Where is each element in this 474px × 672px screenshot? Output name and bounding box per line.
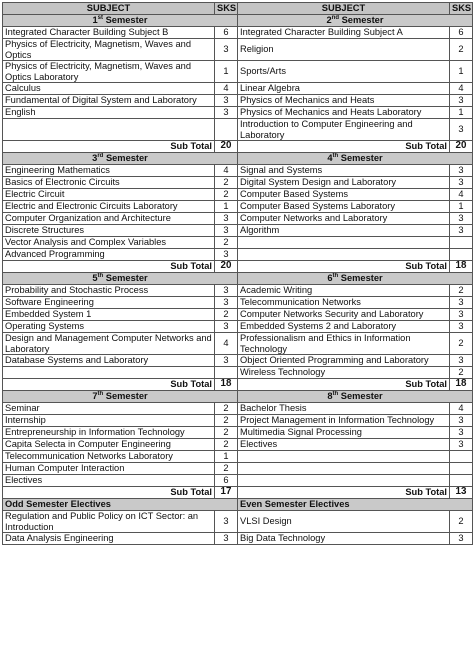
semester-ordinal: th [97, 273, 104, 280]
course-sks [450, 475, 473, 487]
semester-number: 4 [327, 153, 333, 164]
course-name: Electric and Electronic Circuits Laboratory [3, 201, 215, 213]
subtotal-value: 20 [215, 141, 238, 153]
curriculum-table [2, 2, 473, 545]
semester-ordinal: th [97, 391, 104, 398]
subject-header-left: SUBJECT [3, 3, 215, 15]
course-sks [450, 249, 473, 261]
course-sks: 4 [450, 189, 473, 201]
subtotal-row [3, 379, 473, 391]
table-row [3, 213, 473, 225]
course-name [3, 119, 215, 141]
subtotal-value: 20 [215, 261, 238, 273]
course-name: Computer Based Systems [238, 189, 450, 201]
semester-ordinal: rd [97, 153, 104, 160]
course-sks: 4 [450, 403, 473, 415]
table-row [3, 39, 473, 61]
elective-sks: 3 [215, 511, 238, 533]
table-row [3, 177, 473, 189]
course-sks: 4 [215, 333, 238, 355]
course-sks: 1 [215, 201, 238, 213]
table-row [3, 463, 473, 475]
table-row [3, 511, 473, 533]
course-name: Bachelor Thesis [238, 403, 450, 415]
course-sks: 1 [450, 201, 473, 213]
subtotal-label: Sub Total [238, 261, 450, 273]
table-row [3, 427, 473, 439]
course-sks: 3 [215, 213, 238, 225]
course-name [238, 249, 450, 261]
semester-word: Semester [340, 391, 383, 402]
course-sks: 3 [450, 309, 473, 321]
course-name: Internship [3, 415, 215, 427]
course-name: Digital System Design and Laboratory [238, 177, 450, 189]
subtotal-row [3, 141, 473, 153]
course-name [238, 451, 450, 463]
elective-name: Big Data Technology [238, 533, 450, 545]
table-row [3, 355, 473, 367]
course-name: Entrepreneurship in Information Technology [3, 427, 215, 439]
subtotal-value: 18 [215, 379, 238, 391]
elective-name: Regulation and Public Policy on ICT Sector: an Introduction [3, 511, 215, 533]
table-row [3, 321, 473, 333]
course-name: Probability and Stochastic Process [3, 285, 215, 297]
subtotal-label: Sub Total [3, 487, 215, 499]
subtotal-row [3, 487, 473, 499]
table-row [3, 533, 473, 545]
course-name: Physics of Electricity, Magnetism, Waves and Optics Laboratory [3, 61, 215, 83]
course-sks: 3 [450, 297, 473, 309]
course-name [238, 237, 450, 249]
course-name: Signal and Systems [238, 165, 450, 177]
course-sks: 1 [450, 107, 473, 119]
subtotal-value: 18 [450, 261, 473, 273]
subtotal-value: 20 [450, 141, 473, 153]
course-name [3, 367, 215, 379]
course-name: Design and Management Computer Networks and Laboratory [3, 333, 215, 355]
subtotal-label: Sub Total [3, 141, 215, 153]
table-row [3, 119, 473, 141]
course-name: Human Computer Interaction [3, 463, 215, 475]
course-name: Vector Analysis and Complex Variables [3, 237, 215, 249]
course-name: Physics of Electricity, Magnetism, Waves and Optics [3, 39, 215, 61]
table-row [3, 249, 473, 261]
semester-word: Semester [105, 15, 148, 26]
table-row [3, 201, 473, 213]
course-sks: 2 [215, 309, 238, 321]
semester-header-row [3, 391, 473, 403]
course-name: Integrated Character Building Subject A [238, 27, 450, 39]
table-row [3, 107, 473, 119]
course-sks: 2 [215, 403, 238, 415]
course-name: Advanced Programming [3, 249, 215, 261]
course-sks: 4 [450, 83, 473, 95]
subtotal-label: Sub Total [3, 261, 215, 273]
semester-ordinal: th [332, 153, 339, 160]
course-sks: 2 [450, 333, 473, 355]
even-electives-title: Even Semester Electives [238, 499, 473, 511]
course-name: Embedded Systems 2 and Laboratory [238, 321, 450, 333]
table-row [3, 403, 473, 415]
course-name: Academic Writing [238, 285, 450, 297]
course-name: Fundamental of Digital System and Laboratory [3, 95, 215, 107]
course-sks: 2 [215, 463, 238, 475]
course-sks: 2 [450, 367, 473, 379]
course-name: Professionalism and Ethics in Information Technology [238, 333, 450, 355]
semester-number: 7 [92, 391, 98, 402]
course-name: Sports/Arts [238, 61, 450, 83]
course-sks [215, 367, 238, 379]
course-sks: 4 [215, 165, 238, 177]
course-name: Discrete Structures [3, 225, 215, 237]
course-name: Computer Networks Security and Laboratory [238, 309, 450, 321]
course-name: Introduction to Computer Engineering and Laboratory [238, 119, 450, 141]
course-name: Engineering Mathematics [3, 165, 215, 177]
course-sks: 3 [215, 321, 238, 333]
course-name: Database Systems and Laboratory [3, 355, 215, 367]
semester-title-left [3, 15, 238, 27]
odd-electives-title: Odd Semester Electives [3, 499, 238, 511]
sks-header-right: SKS [450, 3, 473, 15]
course-sks: 2 [450, 39, 473, 61]
course-sks: 2 [215, 189, 238, 201]
semester-number: 5 [92, 273, 98, 284]
course-sks: 6 [215, 475, 238, 487]
semester-title-left [3, 273, 238, 285]
course-sks: 3 [450, 165, 473, 177]
semester-word: Semester [105, 273, 148, 284]
course-name: Basics of Electronic Circuits [3, 177, 215, 189]
course-sks: 3 [450, 427, 473, 439]
course-name: Computer Organization and Architecture [3, 213, 215, 225]
semester-title-right [238, 153, 473, 165]
sks-header-left: SKS [215, 3, 238, 15]
course-sks: 3 [450, 415, 473, 427]
course-name: Telecommunication Networks [238, 297, 450, 309]
course-sks: 3 [215, 39, 238, 61]
semester-number: 8 [327, 391, 333, 402]
course-sks: 3 [450, 95, 473, 107]
subject-header-right: SUBJECT [238, 3, 450, 15]
semester-word: Semester [340, 273, 383, 284]
course-sks: 3 [450, 439, 473, 451]
semester-title-right [238, 391, 473, 403]
course-name: Linear Algebra [238, 83, 450, 95]
course-name: Multimedia Signal Processing [238, 427, 450, 439]
course-name: Software Engineering [3, 297, 215, 309]
course-name: Physics of Mechanics and Heats Laboratory [238, 107, 450, 119]
course-sks [450, 451, 473, 463]
header-row [3, 3, 473, 15]
semester-ordinal: st [97, 15, 104, 22]
course-sks: 1 [215, 451, 238, 463]
course-sks: 2 [215, 177, 238, 189]
course-sks: 4 [215, 83, 238, 95]
course-name: Electives [238, 439, 450, 451]
table-row [3, 285, 473, 297]
course-sks [450, 237, 473, 249]
course-name: Operating Systems [3, 321, 215, 333]
course-name: Telecommunication Networks Laboratory [3, 451, 215, 463]
elective-sks: 2 [450, 511, 473, 533]
table-row [3, 165, 473, 177]
semester-header-row [3, 273, 473, 285]
semester-header-row [3, 15, 473, 27]
table-row [3, 415, 473, 427]
semester-header-row [3, 153, 473, 165]
course-sks: 2 [215, 415, 238, 427]
table-row [3, 83, 473, 95]
subtotal-value: 13 [450, 487, 473, 499]
course-sks: 3 [450, 119, 473, 141]
elective-sks: 3 [215, 533, 238, 545]
table-row [3, 95, 473, 107]
semester-title-right [238, 15, 473, 27]
course-sks: 3 [450, 355, 473, 367]
semester-word: Semester [105, 391, 148, 402]
elective-name: VLSI Design [238, 511, 450, 533]
semester-ordinal: th [332, 273, 339, 280]
subtotal-row [3, 261, 473, 273]
semester-ordinal: th [332, 391, 339, 398]
semester-number: 3 [92, 153, 98, 164]
course-name: Electric Circuit [3, 189, 215, 201]
table-row [3, 367, 473, 379]
course-sks [450, 463, 473, 475]
course-sks [215, 119, 238, 141]
subtotal-label: Sub Total [238, 379, 450, 391]
course-name [238, 475, 450, 487]
course-sks: 3 [450, 321, 473, 333]
table-row [3, 237, 473, 249]
course-sks: 3 [450, 225, 473, 237]
table-row [3, 439, 473, 451]
semester-word: Semester [340, 153, 383, 164]
electives-header-row [3, 499, 473, 511]
course-sks: 3 [450, 177, 473, 189]
semester-number: 6 [327, 273, 333, 284]
course-sks: 3 [215, 249, 238, 261]
course-sks: 2 [215, 439, 238, 451]
table-row [3, 61, 473, 83]
course-sks: 1 [450, 61, 473, 83]
course-sks: 6 [450, 27, 473, 39]
table-row [3, 333, 473, 355]
course-name: Embedded System 1 [3, 309, 215, 321]
subtotal-label: Sub Total [3, 379, 215, 391]
semester-title-left [3, 153, 238, 165]
course-name: Algorithm [238, 225, 450, 237]
table-row [3, 451, 473, 463]
table-row [3, 225, 473, 237]
course-sks: 2 [215, 237, 238, 249]
semester-title-right [238, 273, 473, 285]
course-name: Integrated Character Building Subject B [3, 27, 215, 39]
semester-ordinal: nd [331, 15, 340, 22]
course-name: Object Oriented Programming and Laboratory [238, 355, 450, 367]
table-row [3, 27, 473, 39]
elective-name: Data Analysis Engineering [3, 533, 215, 545]
subtotal-label: Sub Total [238, 141, 450, 153]
course-sks: 6 [215, 27, 238, 39]
semester-number: 1 [92, 15, 98, 26]
table-row [3, 297, 473, 309]
course-sks: 3 [215, 225, 238, 237]
course-sks: 3 [215, 297, 238, 309]
course-sks: 3 [215, 95, 238, 107]
semester-title-left [3, 391, 238, 403]
subtotal-value: 18 [450, 379, 473, 391]
table-row [3, 475, 473, 487]
course-sks: 1 [215, 61, 238, 83]
elective-sks: 3 [450, 533, 473, 545]
course-name: Electives [3, 475, 215, 487]
course-name: Computer Based Systems Laboratory [238, 201, 450, 213]
curriculum-body [3, 3, 473, 545]
subtotal-label: Sub Total [238, 487, 450, 499]
course-sks: 3 [450, 213, 473, 225]
semester-word: Semester [105, 153, 148, 164]
course-name: Religion [238, 39, 450, 61]
table-row [3, 189, 473, 201]
course-sks: 2 [215, 427, 238, 439]
course-name: Wireless Technology [238, 367, 450, 379]
course-name: English [3, 107, 215, 119]
course-name: Capita Selecta in Computer Engineering [3, 439, 215, 451]
course-sks: 2 [450, 285, 473, 297]
course-sks: 3 [215, 355, 238, 367]
course-name [238, 463, 450, 475]
table-row [3, 309, 473, 321]
course-name: Calculus [3, 83, 215, 95]
course-name: Physics of Mechanics and Heats [238, 95, 450, 107]
course-sks: 3 [215, 107, 238, 119]
semester-number: 2 [326, 15, 332, 26]
course-name: Computer Networks and Laboratory [238, 213, 450, 225]
course-name: Project Management in Information Technology [238, 415, 450, 427]
course-sks: 3 [215, 285, 238, 297]
semester-word: Semester [341, 15, 384, 26]
subtotal-value: 17 [215, 487, 238, 499]
course-name: Seminar [3, 403, 215, 415]
